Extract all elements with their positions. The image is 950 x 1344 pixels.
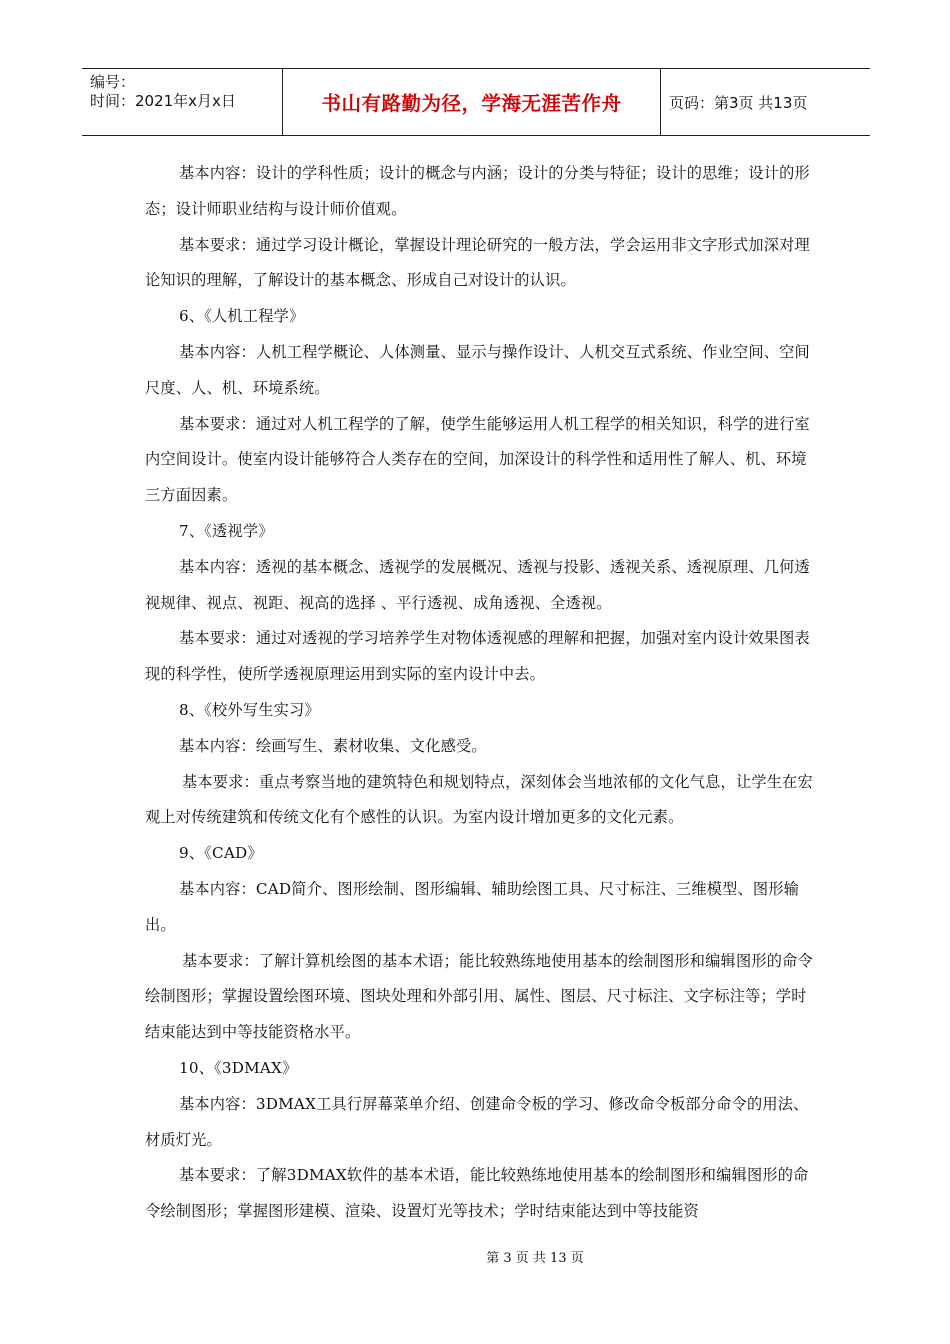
- paragraph-perspective-content: 基本内容：透视的基本概念、透视学的发展概况、透视与投影、透视关系、透视原理、几何透视规律、视点、视距、视高的选择 、平行透视、成角透视、全透视。: [145, 557, 810, 612]
- section-heading-sketch-practice: 8、《校外写生实习》: [179, 700, 320, 719]
- paragraph-perspective-requirement: 基本要求：通过对透视的学习培养学生对物体透视感的理解和把握，加强对室内设计效果图表现的科学性，使所学透视原理运用到实际的室内设计中去。: [145, 629, 810, 684]
- footer-page-number: 第 3 页 共 13 页: [486, 1251, 584, 1266]
- paragraph-3dmax-content: 基本内容：3DMAX工具行屏幕菜单介绍、创建命令板的学习、修改命令板部分命令的用法、材质灯光。: [145, 1094, 809, 1149]
- document-header: [82, 68, 870, 136]
- paragraph-cad-requirement: 基本要求：了解计算机绘图的基本术语；能比较熟练地使用基本的绘制图形和编辑图形的命令绘制图形；掌握设置绘图环境、图块处理和外部引用、属性、图层、尺寸标注、文字标注等；学时结束能达到中等技能资格水平。: [145, 951, 813, 1042]
- header-page-code: 页码：第3页 共13页: [669, 93, 808, 112]
- document-body: [145, 156, 815, 1230]
- paragraph-cad-content: 基本内容：CAD简介、图形绘制、图形编辑、辅助绘图工具、尺寸标注、三维模型、图形输出。: [145, 879, 800, 934]
- paragraph-design-intro-content: 基本内容：设计的学科性质；设计的概念与内涵；设计的分类与特征；设计的思维；设计的形态；设计师职业结构与设计师价值观。: [145, 164, 810, 218]
- document-time-label: 时间：2021年x月x日: [90, 92, 236, 110]
- paragraph-sketch-practice-requirement: 基本要求：重点考察当地的建筑特色和规划特点，深刻体会当地浓郁的文化气息，让学生在宏观上对传统建筑和传统文化有个感性的认识。为室内设计增加更多的文化元素。: [145, 772, 813, 827]
- header-meta-cell: [82, 69, 283, 135]
- paragraph-sketch-practice-content: 基本内容：绘画写生、素材收集、文化感受。: [179, 736, 487, 755]
- section-heading-perspective: 7、《透视学》: [179, 521, 274, 540]
- section-heading-3dmax: 10、《3DMAX》: [179, 1058, 298, 1077]
- section-heading-ergonomics: 6、《人机工程学》: [179, 307, 305, 326]
- page-footer: [0, 1247, 950, 1266]
- header-page-cell: [661, 69, 870, 135]
- section-heading-cad: 9、《CAD》: [179, 844, 263, 863]
- header-motto: 书山有路勤为径，学海无涯苦作舟: [321, 92, 622, 115]
- paragraph-ergonomics-content: 基本内容：人机工程学概论、人体测量、显示与操作设计、人机交互式系统、作业空间、空间尺度、人、机、环境系统。: [145, 342, 810, 397]
- paragraph-ergonomics-requirement: 基本要求：通过对人机工程学的了解，使学生能够运用人机工程学的相关知识，科学的进行室内空间设计。使室内设计能够符合人类存在的空间，加深设计的科学性和适用性了解人、机、环境三方面因素。: [145, 414, 810, 505]
- paragraph-design-intro-requirement: 基本要求：通过学习设计概论，掌握设计理论研究的一般方法，学会运用非文字形式加深对理论知识的理解，了解设计的基本概念、形成自己对设计的认识。: [145, 235, 810, 290]
- header-motto-cell: [283, 69, 661, 135]
- paragraph-3dmax-requirement: 基本要求：了解3DMAX软件的基本术语，能比较熟练地使用基本的绘制图形和编辑图形的命令绘制图形；掌握图形建模、渲染、设置灯光等技术；学时结束能达到中等技能资: [145, 1166, 809, 1221]
- document-number-label: 编号：: [90, 73, 136, 91]
